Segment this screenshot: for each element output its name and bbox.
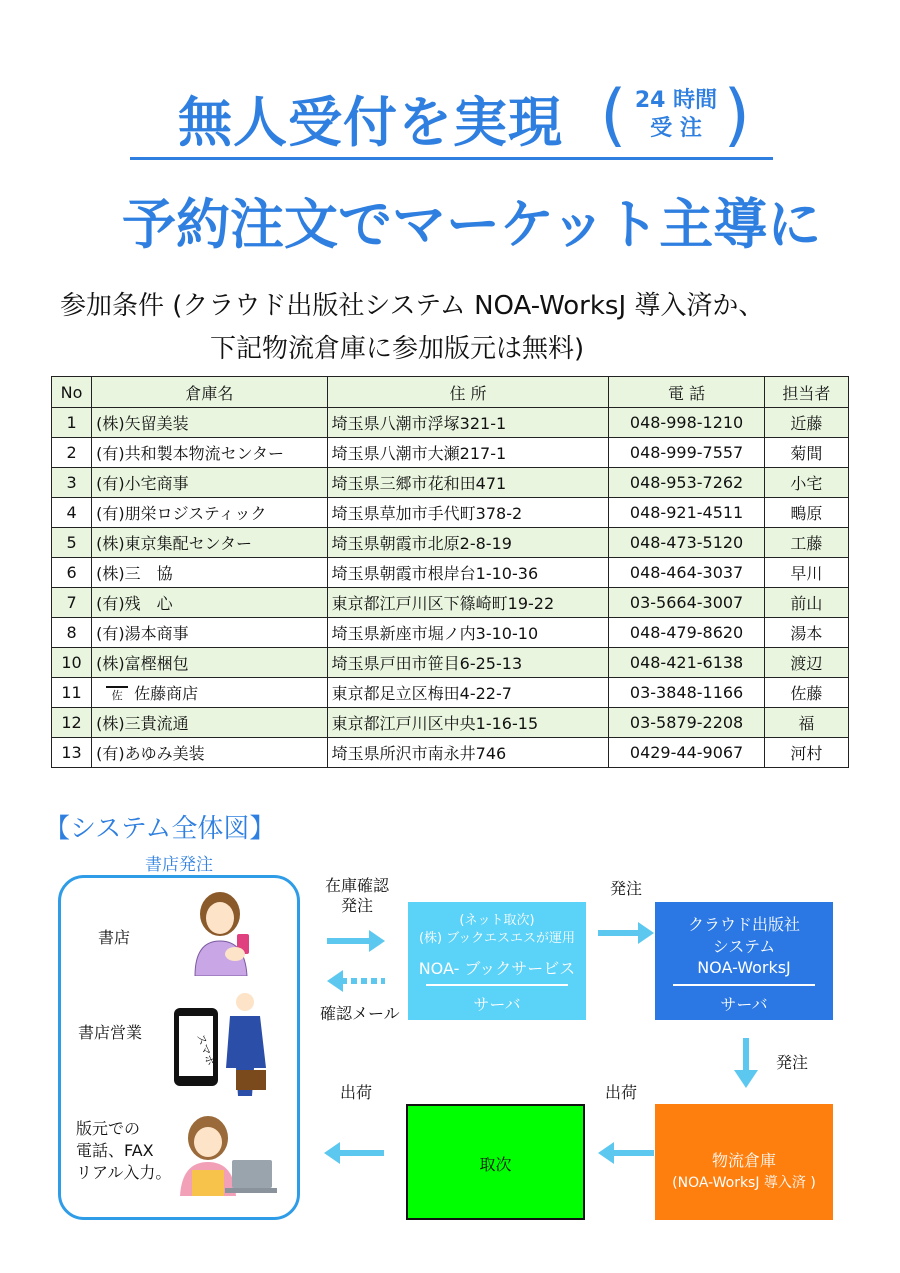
table-row: [52, 618, 849, 648]
cell-contact: 湯本: [764, 618, 848, 648]
cell-no: 6: [52, 558, 92, 588]
cell-no: 13: [52, 738, 92, 768]
cell-contact: 河村: [764, 738, 848, 768]
label-publisher-input: [76, 1118, 171, 1184]
yamasa-mark-icon: 佐: [106, 686, 128, 704]
cell-name: (有)共和製本物流センター: [92, 438, 328, 468]
phone-screen-text: スマホ: [193, 1032, 218, 1068]
badge-24h: [600, 78, 750, 154]
label-ship-left: 出荷: [340, 1083, 373, 1102]
cell-no: 1: [52, 408, 92, 438]
cloud-divider: [673, 984, 815, 986]
cell-address: 埼玉県所沢市南永井746: [327, 738, 609, 768]
cell-address: 埼玉県三郷市花和田471: [327, 468, 609, 498]
cloud-publisher-system-box: [655, 902, 833, 1020]
cell-phone: 03-3848-1166: [609, 678, 764, 708]
cloud-line3: NOA-WorksJ: [697, 958, 791, 977]
cell-contact: 前山: [764, 588, 848, 618]
cloud-line4: サーバ: [720, 995, 768, 1014]
stock-check-line1: 在庫確認: [324, 876, 389, 895]
publisher-operator-illustration: [170, 1112, 280, 1196]
badge-line1: 24 時間: [634, 88, 718, 113]
cell-no: 7: [52, 588, 92, 618]
cell-contact: 近藤: [764, 408, 848, 438]
badge-line2: 受 注: [650, 116, 702, 141]
cell-phone: 0429-44-9067: [609, 738, 764, 768]
label-confirm-mail: 確認メール: [320, 1004, 400, 1023]
table-row: [52, 708, 849, 738]
cell-phone: 048-953-7262: [609, 468, 764, 498]
label-order-top: 発注: [610, 879, 643, 898]
cell-name: (有)湯本商事: [92, 618, 328, 648]
noa-line2: (株) ブックエスエスが運用: [418, 931, 576, 946]
arrow-right-order: [325, 928, 387, 954]
cell-name: (株)東京集配センター: [92, 528, 328, 558]
cell-phone: 03-5664-3007: [609, 588, 764, 618]
conditions-line1: 参加条件 (クラウド出版社システム NOA-WorksJ 導入済か、: [60, 291, 765, 321]
stores-title: 書店発注: [145, 855, 213, 875]
cell-phone: 048-999-7557: [609, 438, 764, 468]
label-order-down: 発注: [776, 1053, 809, 1072]
stock-check-line2: 発注: [340, 896, 373, 915]
cell-name: (有)小宅商事: [92, 468, 328, 498]
cell-no: 12: [52, 708, 92, 738]
cell-no: 8: [52, 618, 92, 648]
cell-no: 2: [52, 438, 92, 468]
cloud-line2: システム: [712, 937, 776, 956]
table-row: [52, 678, 849, 708]
label-store: 書店: [98, 928, 131, 947]
cell-phone: 03-5879-2208: [609, 708, 764, 738]
table-row: [52, 468, 849, 498]
cell-contact: 工藤: [764, 528, 848, 558]
main-title: 無人受付を実現: [178, 91, 563, 154]
cloud-line1: クラウド出版社: [687, 915, 800, 934]
distributor-box: [406, 1104, 585, 1220]
paren-right: ): [723, 76, 750, 155]
distributor-label: 取次: [479, 1155, 512, 1174]
cell-name: (有)あゆみ美装: [92, 738, 328, 768]
cell-address: 埼玉県朝霞市根岸台1-10-36: [327, 558, 609, 588]
cell-contact: 福: [764, 708, 848, 738]
noa-divider: [426, 984, 568, 986]
cell-name: (有)朋栄ロジスティック: [92, 498, 328, 528]
cell-address: 埼玉県八潮市大瀬217-1: [327, 438, 609, 468]
arrow-right-to-cloud: [596, 920, 656, 946]
publisher-line2: 電話、FAX: [76, 1141, 154, 1160]
noa-book-service-box: [408, 902, 586, 1020]
cell-name: [92, 678, 328, 708]
cell-address: 埼玉県朝霞市北原2-8-19: [327, 528, 609, 558]
title-divider: [130, 157, 773, 160]
table-row: [52, 408, 849, 438]
table-row: [52, 558, 849, 588]
warehouse-box: [655, 1104, 833, 1220]
table-header-row: [52, 377, 849, 408]
cell-phone: 048-998-1210: [609, 408, 764, 438]
arrow-left-confirm: [325, 968, 387, 994]
noa-line3: NOA- ブックサービス: [418, 959, 576, 978]
cell-contact: 菊間: [764, 438, 848, 468]
cell-address: 東京都足立区梅田4-22-7: [327, 678, 609, 708]
cell-address: 東京都江戸川区下篠崎町19-22: [327, 588, 609, 618]
cell-no: 4: [52, 498, 92, 528]
label-stock-check: [322, 876, 392, 916]
cell-phone: 048-421-6138: [609, 648, 764, 678]
arrow-left-ship: [322, 1140, 386, 1166]
col-name: 倉庫名: [92, 377, 328, 408]
warehouse-line1: 物流倉庫: [711, 1151, 776, 1170]
cell-address: 東京都江戸川区中央1-16-15: [327, 708, 609, 738]
cell-name: (株)三貴流通: [92, 708, 328, 738]
table-row: [52, 498, 849, 528]
table-row: [52, 438, 849, 468]
cell-contact: 佐藤: [764, 678, 848, 708]
cell-phone: 048-464-3037: [609, 558, 764, 588]
sales-rep-illustration: [170, 988, 280, 1100]
cell-no: 5: [52, 528, 92, 558]
publisher-line1: 版元での: [76, 1119, 141, 1138]
paren-left: (: [600, 76, 627, 155]
table-row: [52, 588, 849, 618]
cell-name: (株)三 協: [92, 558, 328, 588]
col-phone: 電 話: [609, 377, 764, 408]
subtitle: 予約注文でマーケット主導に: [122, 193, 822, 256]
cell-no: 11: [52, 678, 92, 708]
cell-contact: 早川: [764, 558, 848, 588]
cell-address: 埼玉県戸田市笹目6-25-13: [327, 648, 609, 678]
cell-contact: 渡辺: [764, 648, 848, 678]
publisher-line3: リアル入力。: [76, 1163, 172, 1182]
cell-address: 埼玉県新座市堀ノ内3-10-10: [327, 618, 609, 648]
arrow-left-from-warehouse: [596, 1140, 656, 1166]
label-store-sales: 書店営業: [78, 1023, 143, 1042]
system-heading: 【システム全体図】: [44, 814, 276, 844]
noa-line1: (ネット取次): [459, 913, 535, 928]
cell-phone: 048-479-8620: [609, 618, 764, 648]
col-contact: 担当者: [764, 377, 848, 408]
noa-line4: サーバ: [473, 995, 521, 1014]
col-address: 住 所: [327, 377, 609, 408]
conditions-line2: 下記物流倉庫に参加版元は無料): [210, 334, 585, 364]
cell-no: 3: [52, 468, 92, 498]
cell-name: (株)富樫梱包: [92, 648, 328, 678]
table-row: [52, 528, 849, 558]
cell-phone: 048-473-5120: [609, 528, 764, 558]
cell-phone: 048-921-4511: [609, 498, 764, 528]
warehouse-line2: (NOA-WorksJ 導入済 ): [672, 1175, 816, 1191]
warehouse-table: [51, 376, 849, 768]
woman-phone-illustration: [175, 886, 265, 976]
label-ship-right: 出荷: [605, 1083, 638, 1102]
cell-name: (有)残 心: [92, 588, 328, 618]
col-no: No: [52, 377, 92, 408]
table-row: [52, 648, 849, 678]
cell-name-text: 佐藤商店: [134, 684, 199, 703]
cell-name: (株)矢留美装: [92, 408, 328, 438]
cell-address: 埼玉県八潮市浮塚321-1: [327, 408, 609, 438]
table-row: [52, 738, 849, 768]
cell-contact: 小宅: [764, 468, 848, 498]
arrow-down-to-warehouse: [731, 1036, 761, 1090]
cell-contact: 鴫原: [764, 498, 848, 528]
cell-address: 埼玉県草加市手代町378-2: [327, 498, 609, 528]
cell-no: 10: [52, 648, 92, 678]
